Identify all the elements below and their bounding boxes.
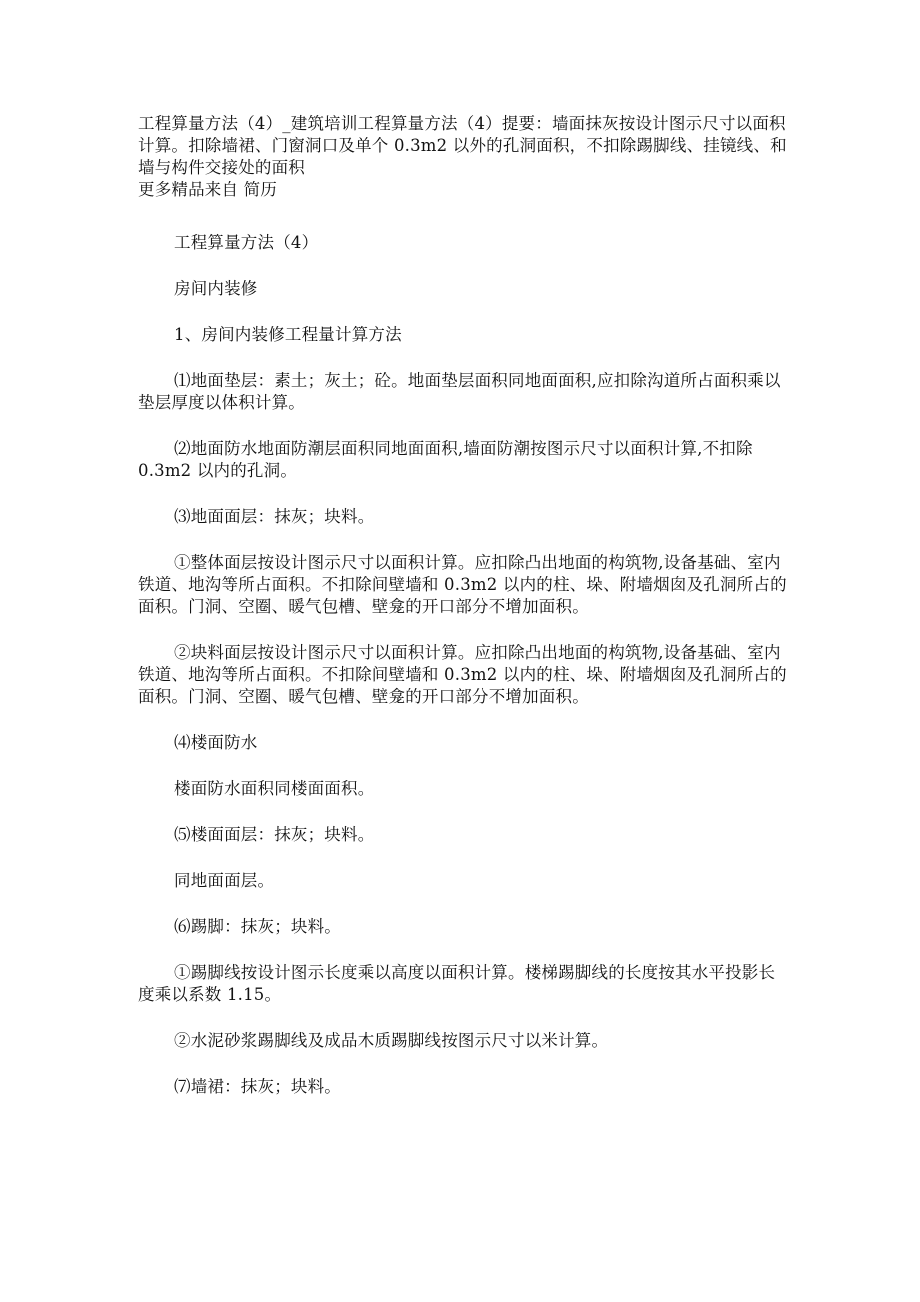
document-header [138,113,788,201]
paragraph: ②块料面层按设计图示尺寸以面积计算。应扣除凸出地面的构筑物,设备基础、室内铁道、地沟等所占面积。不扣除间壁墙和 0.3m2 以内的柱、垛、附墙烟囱及孔洞所占的面积。门洞、空圈、暖气包槽、壁龛的开口部分不增加面积。 [138,643,787,706]
paragraph: ⑶地面面层：抹灰；块料。 [174,507,375,526]
paragraph: ①踢脚线按设计图示长度乘以高度以面积计算。楼梯踢脚线的长度按其水平投影长度乘以系数 1.15。 [138,963,776,1004]
section-title: 工程算量方法（4） [174,233,319,252]
paragraph: 同地面面层。 [174,871,275,890]
summary-text: 工程算量方法（4）_建筑培训工程算量方法（4）提要：墙面抹灰按设计图示尺寸以面积计算。扣除墙裙、门窗洞口及单个 0.3m2 以外的孔洞面积，不扣除踢脚线、挂镜线、和墙与构件交接处的面积 [138,114,787,177]
paragraph: ②水泥砂浆踢脚线及成品木质踢脚线按图示尺寸以米计算。 [174,1031,609,1050]
paragraph: ⑷楼面防水 [174,733,258,752]
paragraph: ⑹踢脚：抹灰；块料。 [174,917,341,936]
paragraph: ⑸楼面面层：抹灰；块料。 [174,825,375,844]
paragraph: ⑺墙裙：抹灰；块料。 [174,1077,341,1096]
more-from-text: 更多精品来自 简历 [138,180,278,199]
paragraph: ⑵地面防水地面防潮层面积同地面面积,墙面防潮按图示尺寸以面积计算,不扣除 0.3m2 以内的孔洞。 [138,439,753,480]
paragraph: ⑴地面垫层：素土；灰土；砼。地面垫层面积同地面面积,应扣除沟道所占面积乘以垫层厚度以体积计算。 [138,371,781,412]
paragraph: ①整体面层按设计图示尺寸以面积计算。应扣除凸出地面的构筑物,设备基础、室内铁道、地沟等所占面积。不扣除间壁墙和 0.3m2 以内的柱、垛、附墙烟囱及孔洞所占的面积。门洞、空圈、暖气包槽、壁龛的开口部分不增加面积。 [138,553,787,616]
subsection-title: 房间内装修 [174,279,258,298]
paragraph: 楼面防水面积同楼面面积。 [174,779,375,798]
document-body [138,232,788,1122]
paragraph: 1、房间内装修工程量计算方法 [174,325,402,344]
